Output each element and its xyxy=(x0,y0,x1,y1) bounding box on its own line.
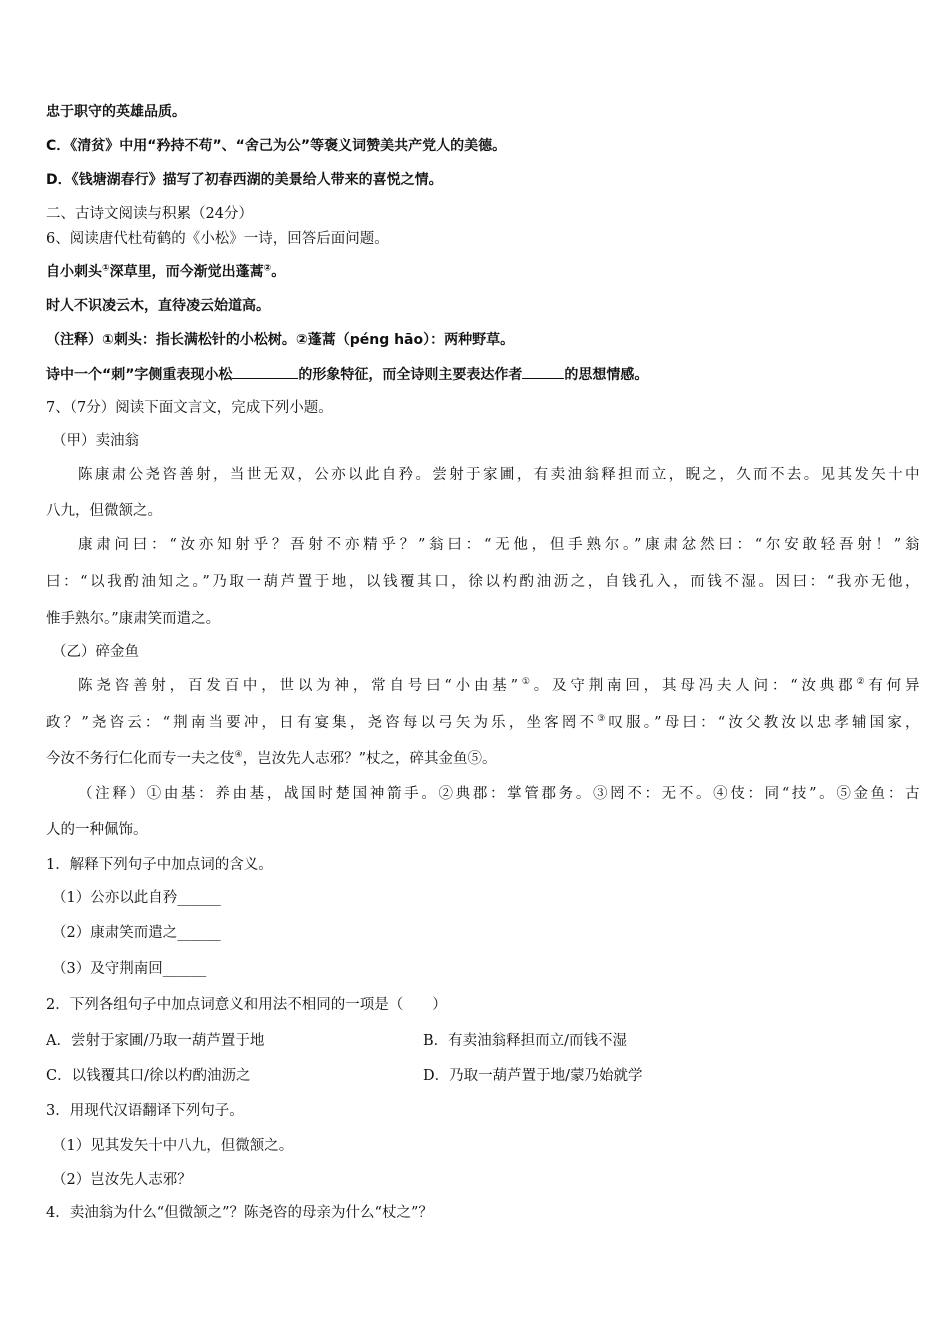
passage-a-line xyxy=(46,501,920,521)
answer-blank[interactable] xyxy=(232,364,298,379)
passage-text: 康肃问曰：“汝亦知射乎？吾射不亦精乎？”翁曰：“无他，但手熟尔。”康肃忿然曰：“尔安敢轻吾射！”翁 xyxy=(78,537,920,553)
passage-text: 。及守荆南回，其母冯夫人问：“汝典郡 xyxy=(533,678,857,694)
passage-text: 有何异 xyxy=(868,678,920,694)
poem-line-2 xyxy=(46,296,920,316)
passage-a-title xyxy=(52,431,920,451)
passage-text: 惟手熟尔。”康肃笑而遣之。 xyxy=(46,611,221,627)
notes-text: 人的一种佩饰。 xyxy=(46,822,148,838)
line-text: C．《清贫》中用“矜持不苟”、“舍己为公”等褒义词赞美共产党人的美德。 xyxy=(46,138,507,154)
passage-a-line xyxy=(78,465,920,485)
subquestion-2-options xyxy=(46,1066,920,1086)
notes-text: （注释）①由基：养由基，战国时楚国神箭手。②典郡：掌管郡务。③罔不：无不。④伎：同“技”。⑤金鱼：古 xyxy=(78,786,920,802)
passage-text: 曰：“以我酌油知之。”乃取一葫芦置于地，以钱覆其口，徐以杓酌油沥之，自钱孔入，而钱不湿。因曰：“我亦无他， xyxy=(46,574,920,590)
footnote-mark: ① xyxy=(102,263,110,274)
passage-a-line xyxy=(46,572,920,592)
line-text: 7、（7分）阅读下面文言文，完成下列小题。 xyxy=(46,400,333,416)
option-d: D．乃取一葫芦置于地/蒙乃始就学 xyxy=(423,1068,643,1084)
option-b: B．有卖油翁释担而立/而钱不湿 xyxy=(423,1033,628,1049)
footnote-mark: ② xyxy=(856,677,869,688)
subquestion-1-item xyxy=(52,923,920,943)
line-text: 6、阅读唐代杜荀鹤的《小松》一诗，回答后面问题。 xyxy=(46,231,389,247)
passage-b-line xyxy=(78,676,920,696)
question-text: （3）及守荆南回______ xyxy=(52,961,207,977)
passage-text: 政？”尧咨云：“荆南当要冲，日有宴集，尧咨每以弓矢为乐，坐客罔不 xyxy=(46,715,598,731)
footnote-mark: ② xyxy=(263,263,272,274)
passage-b-line xyxy=(46,749,920,769)
footnote-mark: ① xyxy=(518,677,534,688)
subquestion-1-item xyxy=(52,888,920,908)
line-text: 的思想情感。 xyxy=(564,367,649,383)
section-title: 二、古诗文阅读与积累（24分） xyxy=(46,206,253,222)
question-text: （1）见其发矢十中八九，但微颔之。 xyxy=(52,1138,294,1154)
passage-a-line xyxy=(46,609,920,629)
question-7-title xyxy=(46,398,920,418)
question-text: 1．解释下列句子中加点词的含义。 xyxy=(46,857,273,873)
subquestion-2-options xyxy=(46,1031,920,1051)
passage-text: ，岂汝先人志邪？”杖之，碎其金鱼⑤。 xyxy=(242,751,497,767)
question-text: （2）康肃笑而遣之______ xyxy=(52,925,221,941)
notes-text: （注释）①刺头：指长满松针的小松树。②蓬蒿（péng hāo）：两种野草。 xyxy=(46,332,515,348)
question-text: 3．用现代汉语翻译下列句子。 xyxy=(46,1103,244,1119)
text-line xyxy=(46,102,920,122)
poem-line-1 xyxy=(46,262,920,282)
question-text: 4．卖油翁为什么“但微颔之”？陈尧咨的母亲为什么“杖之”？ xyxy=(46,1205,433,1221)
poem-text: 。 xyxy=(271,264,286,280)
passage-text: 陈康肃公尧咨善射，当世无双，公亦以此自矜。尝射于家圃，有卖油翁释担而立，睨之，久而不去。见其发矢十中 xyxy=(78,467,920,483)
subquestion-3-item xyxy=(52,1170,920,1190)
poem-text: 深草里，而今渐觉出蓬蒿 xyxy=(109,264,264,280)
passage-notes xyxy=(46,820,920,840)
footnote-mark: ③ xyxy=(597,714,609,725)
line-text: D．《钱塘湖春行》描写了初春西湖的美景给人带来的喜悦之情。 xyxy=(46,172,443,188)
question-6-prompt xyxy=(46,364,920,385)
passage-notes xyxy=(78,784,920,804)
section-heading xyxy=(46,204,920,224)
option-c: C．以钱覆其口/徐以杓酌油沥之 xyxy=(46,1068,251,1084)
line-text: 诗中一个“刺”字侧重表现小松 xyxy=(46,367,233,383)
subquestion-3 xyxy=(46,1101,920,1121)
subquestion-1 xyxy=(46,855,920,875)
answer-blank[interactable] xyxy=(522,364,564,379)
poem-notes xyxy=(46,330,920,350)
passage-b-line xyxy=(46,713,920,733)
subquestion-2 xyxy=(46,995,920,1015)
passage-text: 今汝不务行仁化而专一夫之伎 xyxy=(46,751,235,767)
poem-text: 自小刺头 xyxy=(46,264,102,280)
poem-text: 时人不识凌云木，直待凌云始道高。 xyxy=(46,298,270,314)
question-6-title xyxy=(46,229,920,249)
line-text: 忠于职守的英雄品质。 xyxy=(46,104,186,120)
subquestion-4 xyxy=(46,1203,920,1223)
option-a: A．尝射于家圃/乃取一葫芦置于地 xyxy=(46,1033,265,1049)
line-text: 的形象特征，而全诗则主要表达作者 xyxy=(298,367,523,383)
passage-title: （乙）碎金鱼 xyxy=(52,644,139,660)
question-text: 2．下列各组句子中加点词意义和用法不相同的一项是（ ） xyxy=(46,997,447,1013)
question-text: （1）公亦以此自矜______ xyxy=(52,890,221,906)
option-d-line xyxy=(46,170,920,190)
subquestion-1-item xyxy=(52,959,920,979)
option-c-line xyxy=(46,136,920,156)
subquestion-3-item xyxy=(52,1136,920,1156)
passage-text: 叹服。”母曰：“汝父教汝以忠孝辅国家， xyxy=(608,715,921,731)
question-text: （2）岂汝先人志邪？ xyxy=(52,1172,192,1188)
passage-a-line xyxy=(78,535,920,555)
passage-text: 八九，但微颔之。 xyxy=(46,503,162,519)
passage-b-title xyxy=(52,642,920,662)
footnote-mark: ④ xyxy=(234,750,243,761)
passage-text: 陈尧咨善射，百发百中，世以为神，常自号曰“小由基” xyxy=(78,678,519,694)
passage-title: （甲）卖油翁 xyxy=(52,433,139,449)
